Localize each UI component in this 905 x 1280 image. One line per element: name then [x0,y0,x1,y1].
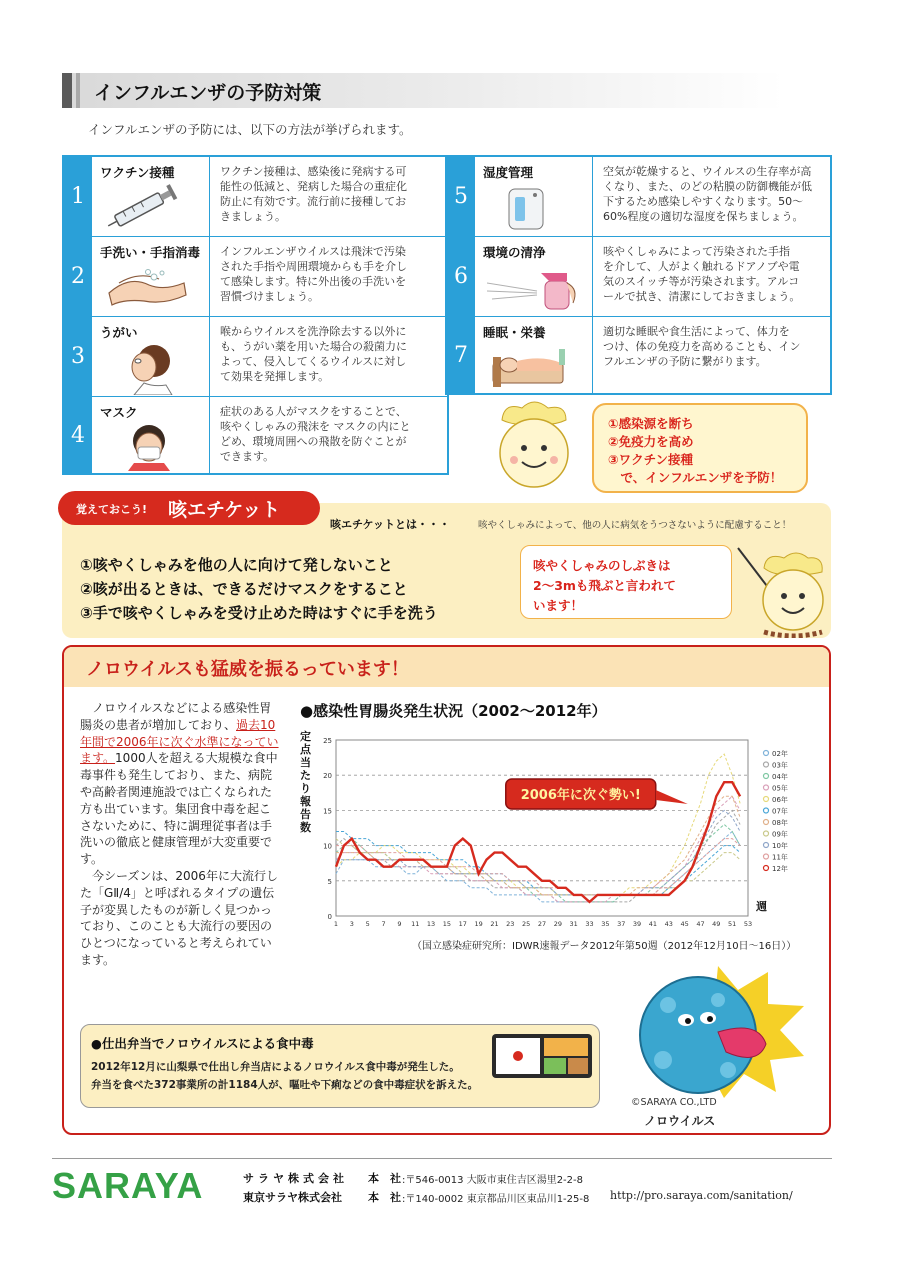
norovirus-heading: ノロウイルスも猛威を振るっています！ [86,659,409,680]
saraya-logo: SARAYA [52,1165,204,1206]
cough-rule: ③手で咳やくしゃみを受け止めた時はすぐに手を洗う [80,604,438,622]
x-tick-label: 21 [490,920,499,928]
company-office-label: 本 社 [368,1172,401,1185]
row-description: インフルエンザウイルスは飛沫で汚染 された手指や周囲環境からも手を介し て感染します。特に外出後の手洗いを 習慣づけましょう。 [220,245,407,303]
norovirus-label: ノロウイルス [644,1114,716,1128]
row-number: 1 [64,157,92,236]
syringe-icon [104,183,184,228]
company-address: :〒140-0002 東京都品川区東品川1-25-8 [402,1194,590,1205]
chart-y-label: 定点当たり報告数 [300,730,311,834]
x-tick-label: 41 [648,920,658,928]
x-tick-label: 25 [522,920,531,928]
row-description: 空気が乾燥すると、ウイルスの生存率が高 くなり、また、のどの粘膜の防御機能が低 下するため感染しやすくなります。50～ 60%程度の適切な湿度を保ちましょう。 [603,165,812,223]
x-tick-label: 49 [712,920,721,928]
row-number: 6 [447,237,475,316]
row-number: 3 [64,317,92,396]
legend-label: 11年 [772,853,788,862]
summary-line: ③ワクチン接種 [608,452,693,467]
company-name: 東京サラヤ株式会社 [243,1191,342,1204]
x-tick-label: 5 [365,920,370,928]
prevention-row-6 [447,237,830,317]
row-label: マスク [100,405,138,420]
gargle-icon [104,343,194,395]
legend-marker [764,843,769,848]
row-icon-area [475,317,593,393]
row-description: 症状のある人がマスクをすることで、 咳やくしゃみの飛沫を マスクの内にと どめ、環境周囲への飛散を防ぐことが できます。 [220,405,411,463]
spray-icon [487,263,582,311]
row-number: 7 [447,317,475,393]
legend-marker [764,762,769,767]
x-tick-label: 17 [458,920,467,928]
row-label: 湿度管理 [483,165,534,180]
row-icon-area [92,157,210,236]
smiley-mascot-icon [484,398,584,498]
norovirus-header [64,647,829,687]
title-accent [62,73,72,108]
mask-icon [104,423,194,471]
section-title-bar [62,73,784,108]
company-office-label: 本 社 [368,1191,401,1204]
row-description: ワクチン接種は、感染後に発病する可 能性の低減と、発病した場合の重症化 防止に有効です。流行前に接種してお きましょう。 [220,165,407,223]
x-tick-label: 19 [474,920,483,928]
x-tick-label: 1 [333,920,339,928]
splash-line: 2～3mも飛ぶと言われて [533,578,676,593]
x-tick-label: 53 [743,920,753,928]
y-tick-label: 5 [327,877,332,886]
footer-divider [52,1158,832,1159]
sleep-icon [487,343,577,391]
legend-label: 08年 [772,819,788,827]
plot-area [336,740,748,916]
row-number: 4 [64,397,92,473]
x-tick-label: 15 [442,920,452,928]
highlight-text: 過去10年間で2006年に次ぐ水準になっています。 [80,717,279,766]
badge-small-text: 覚えておこう! [76,503,148,516]
cough-definition-text: 咳やくしゃみによって、他の人に病気をうつさないように配慮すること！ [478,520,792,531]
prevention-row-4 [64,397,447,473]
prevention-row-7 [447,317,830,393]
row-label: 環境の清浄 [483,245,546,260]
prevention-row-1 [64,157,447,237]
splash-line: います！ [533,598,584,613]
legend-marker [764,797,769,802]
x-tick-label: 33 [585,920,594,928]
legend-label: 04年 [772,773,788,781]
gastroenteritis-line-chart [318,732,802,932]
lunchbox-line: 弁当を食べた372事業所の計1184人が、嘔吐や下痢などの食中毒症状を訴えた。 [91,1079,479,1091]
y-tick-label: 15 [323,807,332,816]
humidifier-icon [487,183,567,231]
annotation-text: 2006年に次ぐ勢い! [520,788,641,803]
row-label: 手洗い・手指消毒 [100,245,201,260]
legend-marker [764,820,769,825]
row-icon-area [92,397,210,473]
prevention-summary-bubble [592,403,808,493]
legend-marker [764,774,769,779]
page-title: インフルエンザの予防対策 [94,82,322,104]
lunchbox-line: 2012年12月に山梨県で仕出し弁当店によるノロウイルス食中毒が発生した。 [91,1061,460,1073]
row-icon-area [92,317,210,396]
legend-label: 06年 [772,796,788,804]
row-description: 適切な睡眠や食生活によって、体力を つけ、体の免疫力を高めることも、イン フルエンザの予防に繋がります。 [603,325,801,368]
x-tick-label: 39 [632,920,642,928]
x-tick-label: 51 [728,920,737,928]
intro-text: インフルエンザの予防には、以下の方法が挙げられます。 [88,122,412,137]
x-tick-label: 31 [569,920,578,928]
company-name: サラヤ株式会社 [243,1172,348,1185]
legend-label: 02年 [772,750,788,758]
row-label: 睡眠・栄養 [483,325,546,340]
pointing-mascot-icon [730,542,830,638]
badge-title: 咳エチケット [168,499,281,521]
y-tick-label: 20 [323,772,332,781]
y-tick-label: 25 [323,737,332,745]
x-tick-label: 47 [696,920,705,928]
prevention-row-3 [64,317,447,397]
row-icon-area [475,237,593,316]
row-label: うがい [100,325,138,340]
prevention-row-5 [447,157,830,237]
row-icon-area [92,237,210,316]
x-tick-label: 29 [553,920,562,928]
summary-line: で、インフルエンザを予防！ [608,470,783,485]
legend-marker [764,866,769,871]
cough-rule: ②咳が出るときは、できるだけマスクをすること [80,580,408,598]
hand-wash-icon [104,263,194,311]
summary-line: ②免疫力を高め [608,434,694,449]
x-tick-label: 23 [506,920,515,928]
bento-box-icon [488,1026,598,1082]
lunchbox-heading: ●仕出弁当でノロウイルスによる食中毒 [91,1036,314,1051]
cough-definition-label: 咳エチケットとは・・・ [330,518,451,531]
chart-source: （国立感染症研究所：IDWR速報データ2012年第50週（2012年12月10日～16日）） [412,941,797,952]
x-tick-label: 45 [680,920,689,928]
y-tick-label: 10 [323,842,332,851]
legend-marker [764,808,769,813]
legend-label: 05年 [772,784,788,793]
x-tick-label: 27 [537,920,547,928]
splash-distance-bubble [520,545,732,619]
legend-label: 12年 [772,865,788,873]
x-axis-label: 週 [756,900,767,913]
prevention-grid-right [445,155,832,395]
row-number: 5 [447,157,475,236]
legend-marker [764,831,769,836]
legend-label: 10年 [772,842,788,850]
legend-label: 09年 [772,830,788,839]
y-tick-label: 0 [327,913,332,921]
legend-label: 07年 [772,807,788,816]
copyright-text: ©SARAYA CO.,LTD [631,1097,717,1108]
x-tick-label: 13 [426,920,436,928]
prevention-row-2 [64,237,447,317]
x-tick-label: 11 [411,920,420,928]
legend-label: 03年 [772,761,788,770]
x-tick-label: 7 [381,920,386,928]
x-tick-label: 43 [664,920,673,928]
norovirus-paragraph: ノロウイルスなどによる感染性胃腸炎の患者が増加しており、過去10年間で2006年に次ぐ水準になっています。1000人を超える大規模な食中毒事件も発生しており、また、病院や高齢者関連施設では亡くなられた方も出ています。集団食中毒を起こさないために、特に調理従事者は手洗いの徹底と健康管理が大変重要です。 今シーズンは、2006年に大流行した「GⅡ/4」と呼ばれるタイプの遺伝子が変異したものが新しく見つかっており、このことも大流行の要因のひとつになっていると考えられています。 [80,701,279,967]
row-description: 咳やくしゃみによって汚染された手指 を介して、人がよく触れるドアノブや電 気のスイッチ等が汚染されます。アルコ ールで拭き、清潔にしておきましょう。 [603,245,801,303]
row-icon-area [475,157,593,236]
prevention-grid-left [62,155,449,475]
summary-line: ①感染源を断ち [608,416,694,431]
website-url: http://pro.saraya.com/sanitation/ [610,1189,793,1202]
splash-line: 咳やくしゃみのしぶきは [533,558,671,573]
x-tick-label: 35 [601,920,610,928]
cough-etiquette-badge [58,491,320,525]
row-description: 喉からウイルスを洗浄除去する以外に も、うがい薬を用いた場合の殺菌力に よって、侵入してくるウイルスに対し て効果を発揮します。 [220,325,407,383]
legend-marker [764,854,769,859]
row-label: ワクチン接種 [100,165,175,180]
title-accent-thin [76,73,80,108]
x-tick-label: 37 [617,920,626,928]
x-tick-label: 3 [349,920,354,928]
x-tick-label: 9 [397,920,402,928]
legend-marker [764,785,769,790]
company-address: :〒546-0013 大阪市東住吉区湯里2-2-8 [402,1175,583,1186]
norovirus-mascot-icon [608,960,808,1100]
cough-rule: ①咳やくしゃみを他の人に向けて発しないこと [80,556,393,574]
chart-title: ●感染性胃腸炎発生状況（2002～2012年） [300,702,607,720]
legend-marker [764,751,769,756]
row-number: 2 [64,237,92,316]
